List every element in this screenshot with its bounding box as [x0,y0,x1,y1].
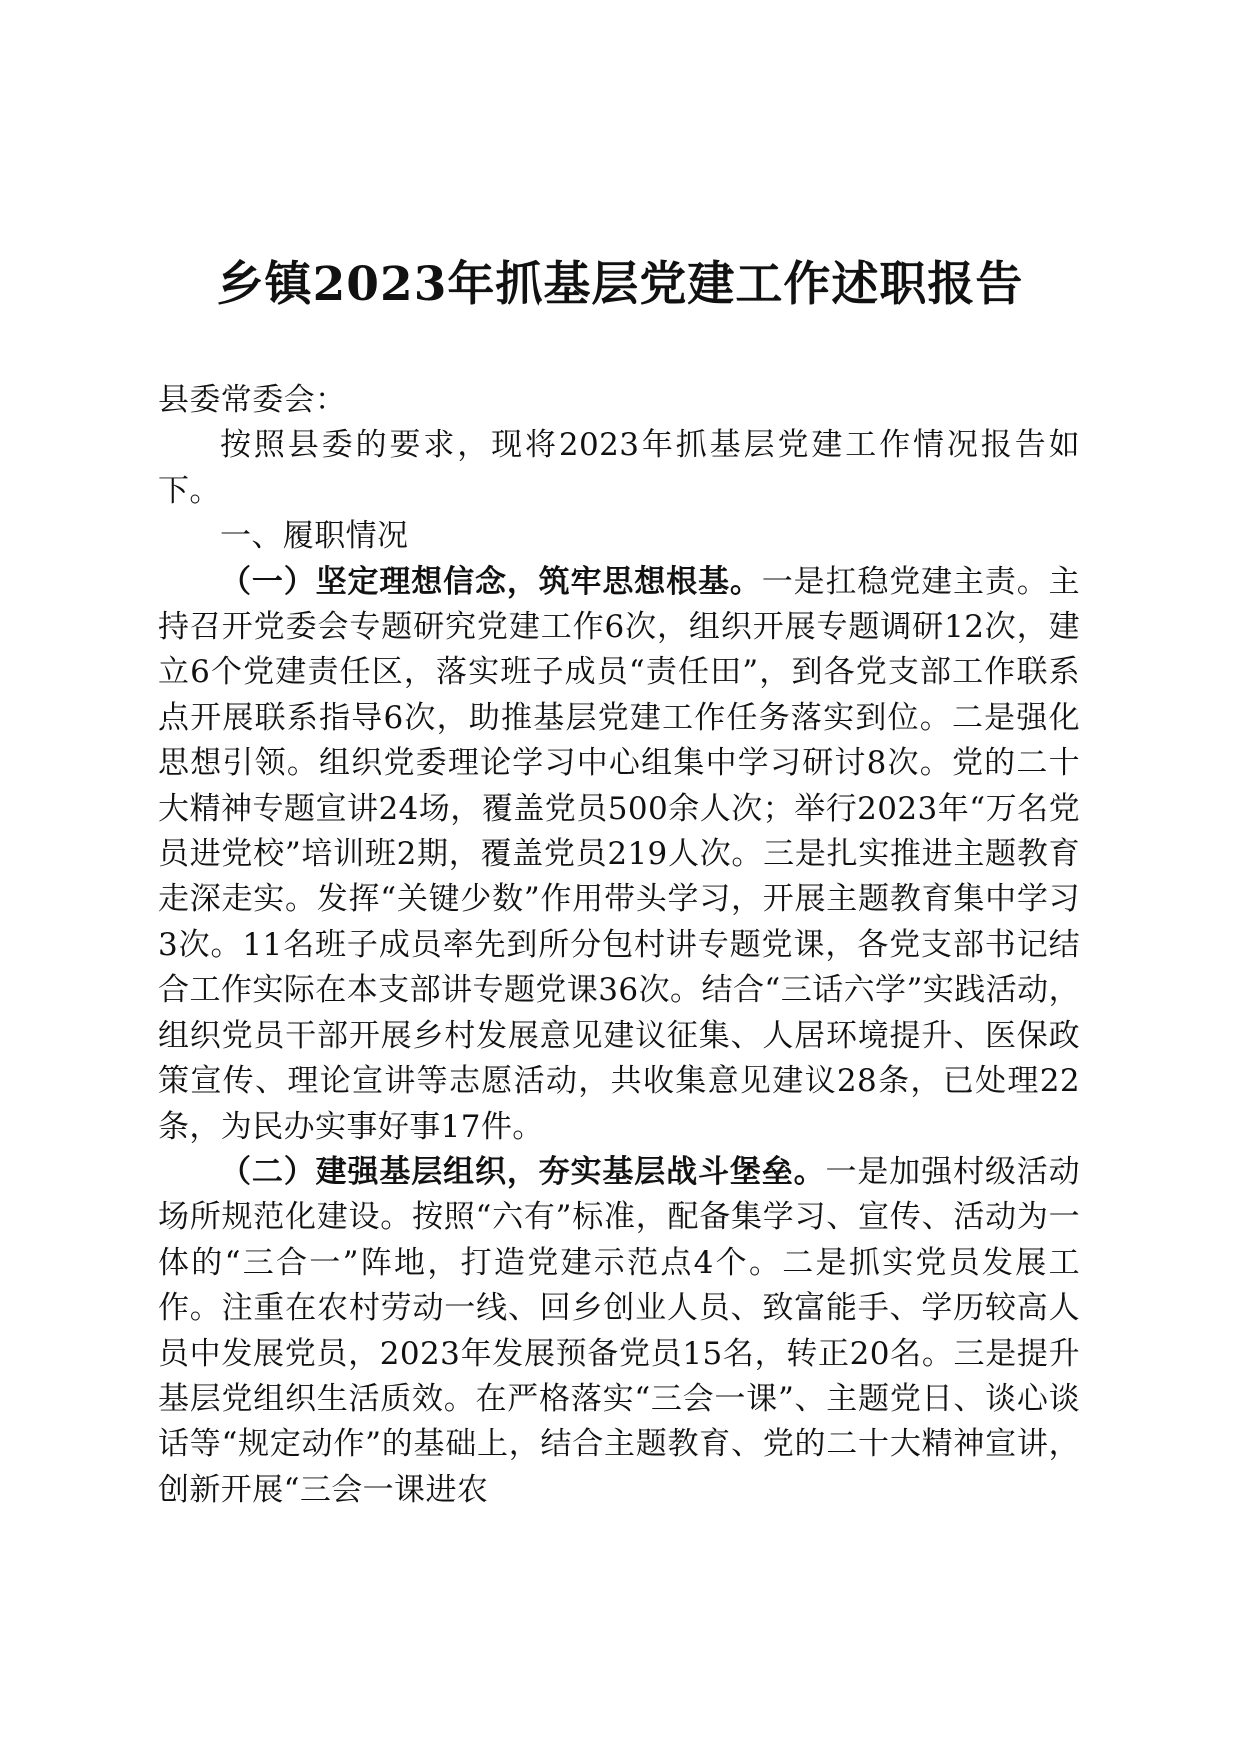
paragraph-2 [158,1150,1080,1513]
paragraph-1 [158,560,1080,1150]
paragraph-2-body: 一是加强村级活动场所规范化建设。按照“六有”标准，配备集学习、宣传、活动为一体的“三合一”阵地，打造党建示范点4个。二是抓实党员发展工作。注重在农村劳动一线、回乡创业人员、致富能手、学历较高人员中发展党员，2023年发展预备党员15名，转正20名。三是提升基层党组织生活质效。在严格落实“三会一课”、主题党日、谈心谈话等“规定动作”的基础上，结合主题教育、党的二十大精神宣讲，创新开展“三会一课进农 [158,1153,1080,1508]
section-heading: 一、履职情况 [220,518,409,555]
paragraph-1-lead: （一）坚定理想信念，筑牢思想根基。 [220,563,762,600]
document-body [158,378,1080,1513]
paragraph-1-body: 一是扛稳党建主责。主持召开党委会专题研究党建工作6次，组织开展专题调研12次，建立6个党建责任区，落实班子成员“责任田”，到各党支部工作联系点开展联系指导6次，助推基层党建工作任务落实到位。二是强化思想引领。组织党委理论学习中心组集中学习研讨8次。党的二十大精神专题宣讲24场，覆盖党员500余人次；举行2023年“万名党员进党校”培训班2期，覆盖党员219人次。三是扎实推进主题教育走深走实。发挥“关键少数”作用带头学习，开展主题教育集中学习3次。11名班子成员率先到所分包村讲专题党课，各党支部书记结合工作实际在本支部讲专题党课36次。结合“三话六学”实践活动，组织党员干部开展乡村发展意见建议征集、人居环境提升、医保政策宣传、理论宣讲等志愿活动，共收集意见建议28条，已处理22条，为民办实事好事17件。 [158,563,1080,1145]
paragraph-2-lead: （二）建强基层组织，夯实基层战斗堡垒。 [220,1153,826,1190]
intro-paragraph: 按照县委的要求，现将2023年抓基层党建工作情况报告如下。 [158,427,1080,509]
page-title: 乡镇2023年抓基层党建工作述职报告 [216,257,1024,312]
salutation: 县委常委会： [158,382,347,418]
